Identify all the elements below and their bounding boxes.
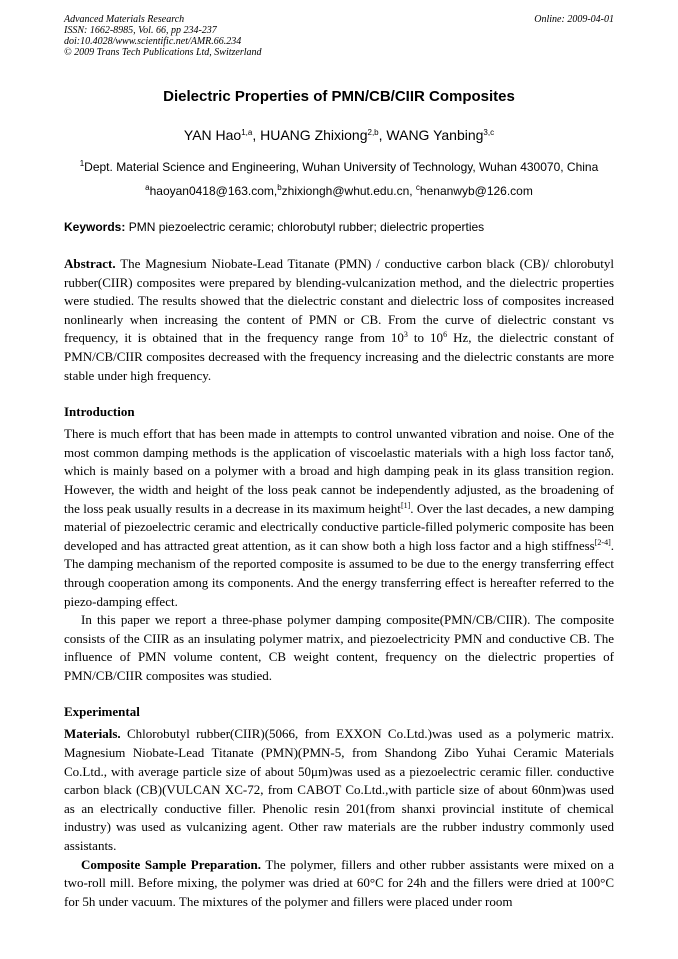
- author-superscript: 3,c: [483, 128, 495, 137]
- author-name: WANG Yanbing: [386, 127, 484, 143]
- abstract-paragraph: [64, 255, 614, 385]
- paper-title: Dielectric Properties of PMN/CB/CIIR Composites: [163, 88, 515, 105]
- author-name: YAN Hao: [183, 127, 242, 143]
- author-superscript: 2,b: [367, 128, 379, 137]
- exponent: 3: [403, 330, 408, 340]
- introduction-paragraph-2: In this paper we report a three-phase polymer damping composite(PMN/CB/CIIR). The composite consists of the CIIR as an insulating polymer matrix, and piezoelectricity PMN and conductive CB. The influence of PMN volume content, CB weight content, frequency on the dielectric properties of PMN/CB/CIIR composites was studied.: [64, 612, 614, 683]
- body-text: . The damping mechanism of the reported composite is assumed to be due to the energy transferring effect through cooperation among its components. And the energy transferring effect is hereafter referred to the piezo-damping effect.: [64, 537, 614, 609]
- keywords-text: PMN piezoelectric ceramic; chlorobutyl rubber; dielectric properties: [125, 220, 485, 234]
- author-superscript: 1,a: [241, 128, 253, 137]
- abstract-text: Hz, the dielectric constant of PMN/CB/CIIR composites decreased with the frequency increasing and the dielectric constants are more stable under high frequency.: [64, 330, 614, 383]
- keywords-label: Keywords:: [64, 220, 126, 234]
- online-date: Online: 2009-04-01: [534, 14, 614, 25]
- citation-ref[interactable]: [2-4]: [594, 537, 611, 547]
- citation-ref[interactable]: [1]: [400, 500, 411, 510]
- body-text: The polymer, fillers and other rubber assistants were mixed on a two-roll mill. Before mixing, the polymer was dried at 60°C for 24h and the fillers were dried at 100°C for 5h under vacuum. The mixtures of the polymer and fillers were placed under room: [64, 856, 614, 909]
- exponent: 6: [443, 330, 448, 340]
- materials-label: Materials.: [64, 726, 121, 742]
- doi-line[interactable]: doi:10.4028/www.scientific.net/AMR.66.234: [64, 36, 242, 47]
- email-superscript: b: [277, 183, 282, 192]
- author-name: HUANG Zhixiong: [260, 127, 368, 143]
- abstract-text: to 10: [407, 330, 444, 346]
- email-superscript: a: [145, 183, 150, 192]
- email-address[interactable]: haoyan0418@163.com,: [149, 184, 278, 198]
- paper-page: [64, 14, 614, 911]
- preparation-paragraph: [64, 856, 614, 912]
- copyright-line: © 2009 Trans Tech Publications Ltd, Switzerland: [64, 47, 262, 58]
- keywords-line: [64, 220, 614, 235]
- email-superscript: c: [415, 183, 420, 192]
- abstract-text: The Magnesium Niobate-Lead Titanate (PMN) / conductive carbon black (CB)/ chlorobutyl rubber(CIIR) composites were prepared by blending-vulcanization method, and the dielectric properties were studied. The results showed that the dielectric constant and dielectric loss of composites increased nonlinearly when increasing the content of PMN or CB. From the curve of dielectric constant vs frequency, it is obtained that in the frequency range from 10: [64, 256, 614, 346]
- preparation-label: Composite Sample Preparation.: [81, 856, 261, 872]
- section-heading-introduction: Introduction: [64, 404, 135, 420]
- introduction-paragraph-1: [64, 425, 614, 611]
- author-list: YAN Hao$^{1,a}$, HUANG Zhixiong$^{2,b}$, WANG Yanbing$^{3,c}$: [183, 127, 495, 143]
- body-text: There is much effort that has been made in attempts to control unwanted vibration and noise. One of the most common damping methods is the application of viscoelastic materials with a high loss factor tan: [64, 426, 614, 460]
- body-text: Chlorobutyl rubber(CIIR)(5066, from EXXON Co.Ltd.)was used as a polymeric matrix. Magnesium Niobate-Lead Titanate (PMN)(PMN-5, from Shandong Zibo Yuhai Ceramic Materials Co.Ltd., with average particle size of about 50μm)was used as a piezoelectric ceramic filler. conductive carbon black (CB)(VULCAN XC-72, from CABOT Co.Ltd.,with particle size of about 60nm)was used as an electrically conductive filler. Phenolic resin 201(from shanxi provincial institute of chemical industry) was used as vulcanizing agent. Other raw materials are the rubber industry commonly used assistants.: [64, 726, 614, 854]
- materials-paragraph: [64, 725, 614, 855]
- journal-name: Advanced Materials Research: [64, 14, 185, 25]
- issn-line: ISSN: 1662-8985, Vol. 66, pp 234-237: [64, 25, 217, 36]
- body-text: , which is mainly based on a polymer with a broad and high damping peak in its glass transition region. However, the width and height of the loss peak cannot be independently adjusted, as the broadening of the loss peak usually results in a decrease in its maximum height: [64, 444, 614, 516]
- delta-symbol: δ: [604, 444, 611, 460]
- journal-header: [64, 14, 614, 58]
- affiliation-text: Dept. Material Science and Engineering, Wuhan University of Technology, Wuhan 430070, China: [84, 160, 599, 174]
- email-address[interactable]: henanwyb@126.com: [419, 184, 533, 198]
- email-address[interactable]: zhixiongh@whut.edu.cn,: [281, 184, 416, 198]
- email-list: [64, 184, 614, 199]
- body-text: . Over the last decades, a new damping material of piezoelectric ceramic and electrically conductive particle-filled polymeric composite has been developed and has attracted great attention, as it can show both a high loss factor and a high stiffness: [64, 500, 615, 553]
- section-heading-experimental: Experimental: [64, 704, 140, 720]
- affiliation-superscript: 1: [79, 159, 85, 168]
- abstract-label: Abstract.: [64, 256, 116, 271]
- affiliation: [64, 160, 614, 175]
